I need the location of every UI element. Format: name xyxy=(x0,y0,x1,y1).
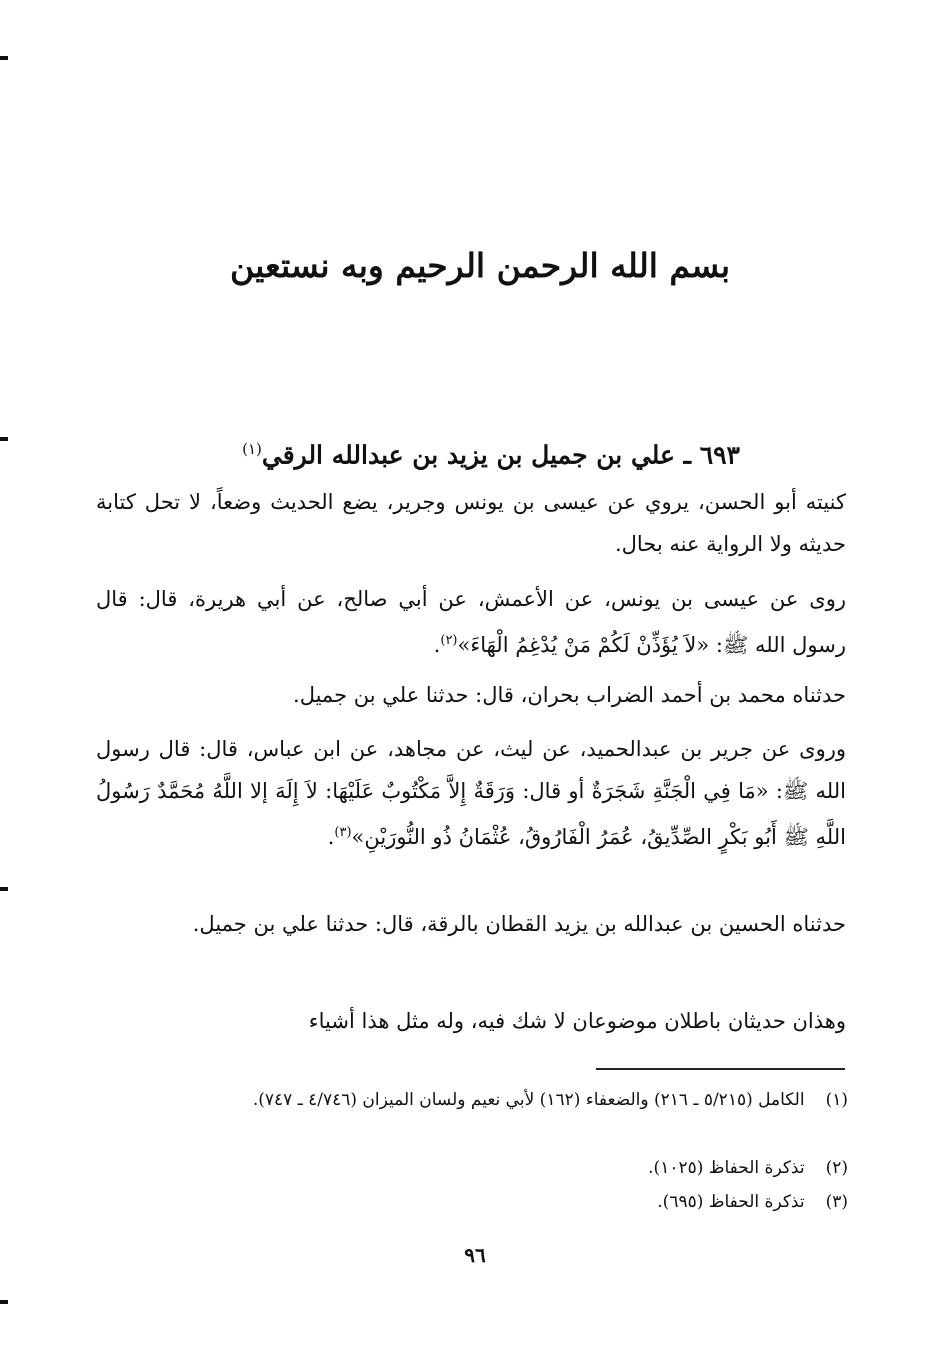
footnote-number: (١) xyxy=(825,1090,848,1110)
footnote-number: (٣) xyxy=(825,1192,848,1212)
footnote-text: تذكرة الحفاظ (٦٩٥). xyxy=(657,1192,805,1212)
paragraph-text: روى عن عيسى بن يونس، عن الأعمش، عن أبي صالح، عن أبي هريرة، قال: قال رسول الله ﷺ: «لاَ يُؤَذِّنْ لَكُمْ مَنْ يُدْغِمُ الْهَاءَ» xyxy=(96,587,846,657)
footnote xyxy=(100,1184,848,1220)
paragraph xyxy=(96,903,846,945)
entry-title-text: ٦٩٣ ـ علي بن جميل بن يزيد بن عبدالله الرقي xyxy=(261,440,740,470)
paragraph xyxy=(96,481,846,565)
footnote-text: تذكرة الحفاظ (١٠٢٥). xyxy=(648,1158,805,1178)
page-number: ٩٦ xyxy=(464,1243,486,1267)
footnote-ref: (١) xyxy=(242,440,262,458)
binding-mark xyxy=(0,437,8,441)
paragraph: وروى عن جرير بن عبدالحميد، عن ليث، عن مجاهد، عن ابن عباس، قال: قال رسول الله ﷺ: «مَا فِي الْجَنَّةِ شَجَرَةٌ أو قال: وَرَقَةٌ إِلاَّ مَكْتُوبٌ عَلَيْهَا: لاَ إِلَهَ إلا اللَّهُ مُحَمَّدٌ رَسُولُ اللَّهِ ﷺ أَبُو بَكْرٍ الصِّدِّيقُ، عُمَرُ الْفَارُوقُ، عُثْمَانُ ذُو النُّورَيْنِ»$^{(٣)}$. xyxy=(96,737,846,849)
paragraph-text: حدثناه محمد بن أحمد الضراب بحران، قال: حدثنا علي بن جميل. xyxy=(293,683,846,707)
entry-title xyxy=(180,424,740,480)
binding-mark xyxy=(0,1300,8,1304)
footnote-separator xyxy=(596,1068,845,1070)
footnote-ref: (٢) xyxy=(440,633,458,648)
footnote xyxy=(100,1150,848,1186)
binding-mark xyxy=(0,887,8,891)
paragraph xyxy=(96,674,846,716)
footnote xyxy=(100,1082,848,1118)
basmala-heading: بسم الله الرحمن الرحيم وبه نستعين xyxy=(229,246,731,285)
paragraph: روى عن عيسى بن يونس، عن الأعمش، عن أبي صالح، عن أبي هريرة، قال: قال رسول الله ﷺ: «لاَ يُؤَذِّنْ لَكُمْ مَنْ يُدْغِمُ الْهَاءَ»$^{(٢)}$. xyxy=(96,587,846,657)
paragraph-text: وهذان حديثان باطلان موضوعان لا شك فيه، وله مثل هذا أشياء xyxy=(308,1009,846,1033)
paragraph-text: وروى عن جرير بن عبدالحميد، عن ليث، عن مجاهد، عن ابن عباس، قال: قال رسول الله ﷺ: «مَا فِي الْجَنَّةِ شَجَرَةٌ أو قال: وَرَقَةٌ إِلاَّ مَكْتُوبٌ عَلَيْهَا: لاَ إِلَهَ إلا اللَّهُ مُحَمَّدٌ رَسُولُ اللَّهِ ﷺ أَبُو بَكْرٍ الصِّدِّيقُ، عُمَرُ الْفَارُوقُ، عُثْمَانُ ذُو النُّورَيْنِ» xyxy=(96,737,846,849)
binding-mark xyxy=(0,56,8,60)
paragraph-text: حدثناه الحسين بن عبدالله بن يزيد القطان بالرقة، قال: حدثنا علي بن جميل. xyxy=(192,912,846,936)
paragraph-text: كنيته أبو الحسن، يروي عن عيسى بن يونس وجرير، يضع الحديث وضعاً، لا تحل كتابة حديثه ولا الرواية عنه بحال. xyxy=(96,490,846,556)
footnote-text: الكامل (٥/٢١٥ ـ ٢١٦) والضعفاء (١٦٢) لأبي نعيم ولسان الميزان (٤/٧٤٦ ـ ٧٤٧). xyxy=(252,1090,805,1110)
footnote-number: (٢) xyxy=(825,1158,848,1178)
footnote-ref: (٣) xyxy=(334,825,352,840)
paragraph xyxy=(96,1000,846,1042)
